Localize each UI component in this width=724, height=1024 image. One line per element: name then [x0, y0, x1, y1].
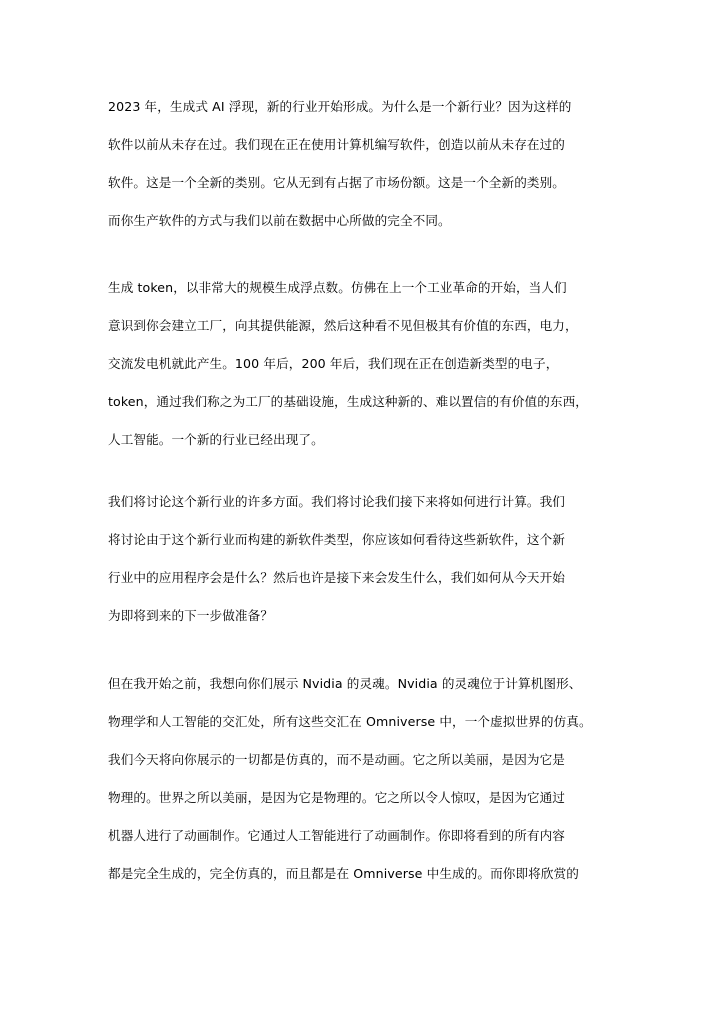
text-line: 物理学和人工智能的交汇处，所有这些交汇在 Omniverse 中，一个虚拟世界的仿真。	[108, 714, 592, 729]
text-line: 而你生产软件的方式与我们以前在数据中心所做的完全不同。	[108, 213, 451, 228]
paragraph-2	[108, 280, 628, 450]
text-line: 交流发电机就此产生。100 年后，200 年后，我们现在正在创造新类型的电子，	[108, 356, 559, 371]
text-line: 人工智能。一个新的行业已经出现了。	[108, 432, 324, 447]
text-line: 软件。这是一个全新的类别。它从无到有占据了市场份额。这是一个全新的类别。	[108, 175, 565, 190]
text-line: 生成 token，以非常大的规模生成浮点数。仿佛在上一个工业革命的开始，当人们	[108, 280, 567, 295]
text-line: 机器人进行了动画制作。它通过人工智能进行了动画制作。你即将看到的所有内容	[108, 828, 565, 843]
text-line: 我们将讨论这个新行业的许多方面。我们将讨论我们接下来将如何进行计算。我们	[108, 494, 565, 509]
text-line: 但在我开始之前，我想向你们展示 Nvidia 的灵魂。Nvidia 的灵魂位于计算机图形、	[108, 676, 582, 691]
text-line: 我们今天将向你展示的一切都是仿真的，而不是动画。它之所以美丽，是因为它是	[108, 752, 565, 767]
paragraph-4	[108, 676, 628, 884]
text-line: 物理的。世界之所以美丽，是因为它是物理的。它之所以令人惊叹，是因为它通过	[108, 790, 565, 805]
text-line: 意识到你会建立工厂，向其提供能源，然后这种看不见但极其有价值的东西，电力，	[108, 318, 578, 333]
paragraph-3	[108, 494, 628, 626]
text-line: 行业中的应用程序会是什么？然后也许是接下来会发生什么，我们如何从今天开始	[108, 570, 565, 585]
text-line: 为即将到来的下一步做准备？	[108, 608, 274, 623]
text-line: 软件以前从未存在过。我们现在正在使用计算机编写软件，创造以前从未存在过的	[108, 137, 565, 152]
text-line: 都是完全生成的，完全仿真的，而且都是在 Omniverse 中生成的。而你即将欣赏的	[108, 866, 579, 881]
paragraph-1	[108, 99, 628, 231]
text-line: 将讨论由于这个新行业而构建的新软件类型，你应该如何看待这些新软件，这个新	[108, 532, 565, 547]
text-line: token，通过我们称之为工厂的基础设施，生成这种新的、难以置信的有价值的东西，	[108, 394, 588, 409]
text-line: 2023 年，生成式 AI 浮现，新的行业开始形成。为什么是一个新行业？因为这样的	[108, 99, 572, 114]
